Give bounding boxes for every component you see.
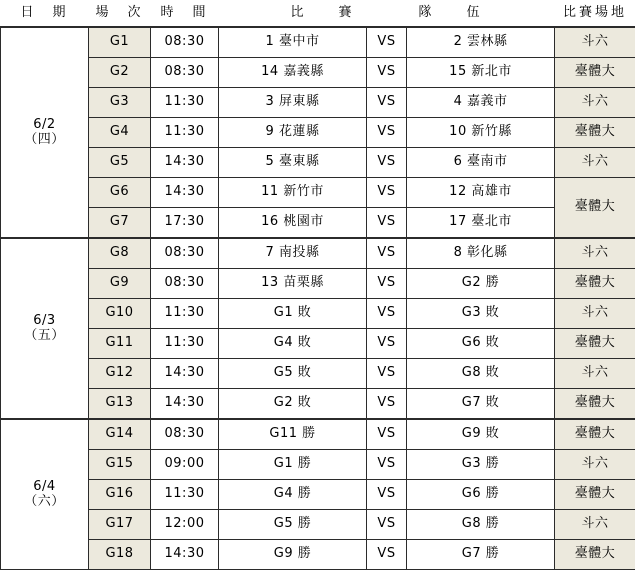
table-row xyxy=(1,58,635,88)
match-time-cell: 11:30 xyxy=(151,88,219,118)
venue-cell: 臺體大 xyxy=(555,419,635,450)
away-team-cell: 4 嘉義市 xyxy=(407,88,555,118)
versus-label: VS xyxy=(367,389,407,420)
home-team-cell: 9 花蓮縣 xyxy=(219,118,367,148)
match-time-cell: 11:30 xyxy=(151,480,219,510)
match-time-cell: 14:30 xyxy=(151,540,219,570)
table-row xyxy=(1,510,635,540)
date-weekday: （四） xyxy=(24,131,65,147)
game-number-cell: G2 xyxy=(89,58,151,88)
table-body xyxy=(1,27,635,570)
date-day: 6/3 xyxy=(33,313,56,329)
away-team-cell: G7 勝 xyxy=(407,540,555,570)
match-time-cell: 08:30 xyxy=(151,419,219,450)
date-cell xyxy=(1,419,89,570)
match-time-cell: 08:30 xyxy=(151,269,219,299)
game-number-cell: G10 xyxy=(89,299,151,329)
venue-cell: 斗六 xyxy=(555,359,635,389)
game-number-cell: G5 xyxy=(89,148,151,178)
match-time-cell: 14:30 xyxy=(151,148,219,178)
header-teams: 比 賽 隊 伍 xyxy=(219,0,555,27)
home-team-cell: 5 臺東縣 xyxy=(219,148,367,178)
away-team-cell: G3 敗 xyxy=(407,299,555,329)
away-team-cell: G3 勝 xyxy=(407,450,555,480)
date-day: 6/4 xyxy=(33,479,56,495)
home-team-cell: G5 敗 xyxy=(219,359,367,389)
game-number-cell: G8 xyxy=(89,238,151,269)
game-number-cell: G4 xyxy=(89,118,151,148)
table-row xyxy=(1,269,635,299)
table-row xyxy=(1,329,635,359)
venue-cell: 斗六 xyxy=(555,450,635,480)
header-venue: 比賽場地 xyxy=(555,0,635,27)
game-number-cell: G7 xyxy=(89,208,151,239)
versus-label: VS xyxy=(367,148,407,178)
match-time-cell: 14:30 xyxy=(151,389,219,420)
table-row xyxy=(1,359,635,389)
match-time-cell: 09:00 xyxy=(151,450,219,480)
table-row xyxy=(1,238,635,269)
away-team-cell: 6 臺南市 xyxy=(407,148,555,178)
match-time-cell: 11:30 xyxy=(151,299,219,329)
home-team-cell: G1 敗 xyxy=(219,299,367,329)
away-team-cell: G8 勝 xyxy=(407,510,555,540)
header-row xyxy=(1,0,635,27)
header-date: 日 期 xyxy=(1,0,89,27)
away-team-cell: 15 新北市 xyxy=(407,58,555,88)
venue-cell: 臺體大 xyxy=(555,269,635,299)
home-team-cell: 14 嘉義縣 xyxy=(219,58,367,88)
date-weekday: （五） xyxy=(24,327,65,343)
table-row xyxy=(1,299,635,329)
versus-label: VS xyxy=(367,27,407,58)
venue-cell: 斗六 xyxy=(555,88,635,118)
venue-cell: 斗六 xyxy=(555,27,635,58)
header-game: 場 次 xyxy=(89,0,151,27)
table-row xyxy=(1,419,635,450)
date-day: 6/2 xyxy=(33,117,56,133)
away-team-cell: G2 勝 xyxy=(407,269,555,299)
match-time-cell: 14:30 xyxy=(151,359,219,389)
versus-label: VS xyxy=(367,540,407,570)
versus-label: VS xyxy=(367,299,407,329)
venue-cell: 臺體大 xyxy=(555,329,635,359)
versus-label: VS xyxy=(367,88,407,118)
home-team-cell: G5 勝 xyxy=(219,510,367,540)
home-team-cell: G4 敗 xyxy=(219,329,367,359)
table-header xyxy=(1,0,635,27)
game-number-cell: G11 xyxy=(89,329,151,359)
match-time-cell: 17:30 xyxy=(151,208,219,239)
away-team-cell: G8 敗 xyxy=(407,359,555,389)
match-time-cell: 08:30 xyxy=(151,27,219,58)
away-team-cell: G6 勝 xyxy=(407,480,555,510)
match-time-cell: 08:30 xyxy=(151,58,219,88)
game-number-cell: G12 xyxy=(89,359,151,389)
table-row xyxy=(1,88,635,118)
away-team-cell: 10 新竹縣 xyxy=(407,118,555,148)
versus-label: VS xyxy=(367,480,407,510)
away-team-cell: 8 彰化縣 xyxy=(407,238,555,269)
versus-label: VS xyxy=(367,58,407,88)
away-team-cell: 17 臺北市 xyxy=(407,208,555,239)
away-team-cell: 2 雲林縣 xyxy=(407,27,555,58)
versus-label: VS xyxy=(367,208,407,239)
game-number-cell: G17 xyxy=(89,510,151,540)
venue-cell: 臺體大 xyxy=(555,540,635,570)
home-team-cell: G11 勝 xyxy=(219,419,367,450)
versus-label: VS xyxy=(367,510,407,540)
table-row xyxy=(1,450,635,480)
table-row xyxy=(1,118,635,148)
versus-label: VS xyxy=(367,450,407,480)
game-number-cell: G18 xyxy=(89,540,151,570)
game-number-cell: G6 xyxy=(89,178,151,208)
table-row xyxy=(1,480,635,510)
versus-label: VS xyxy=(367,359,407,389)
venue-cell: 斗六 xyxy=(555,510,635,540)
away-team-cell: 12 高雄市 xyxy=(407,178,555,208)
home-team-cell: 3 屏東縣 xyxy=(219,88,367,118)
home-team-cell: 13 苗栗縣 xyxy=(219,269,367,299)
venue-cell: 臺體大 xyxy=(555,389,635,420)
date-weekday: （六） xyxy=(24,493,65,509)
match-time-cell: 12:00 xyxy=(151,510,219,540)
date-cell xyxy=(1,27,89,238)
home-team-cell: G4 勝 xyxy=(219,480,367,510)
table-row xyxy=(1,540,635,570)
table-row xyxy=(1,389,635,420)
venue-cell: 臺體大 xyxy=(555,118,635,148)
versus-label: VS xyxy=(367,329,407,359)
match-time-cell: 11:30 xyxy=(151,329,219,359)
versus-label: VS xyxy=(367,269,407,299)
away-team-cell: G6 敗 xyxy=(407,329,555,359)
home-team-cell: 1 臺中市 xyxy=(219,27,367,58)
venue-cell: 斗六 xyxy=(555,238,635,269)
home-team-cell: 11 新竹市 xyxy=(219,178,367,208)
home-team-cell: G9 勝 xyxy=(219,540,367,570)
venue-cell: 斗六 xyxy=(555,299,635,329)
date-cell xyxy=(1,238,89,419)
table-row xyxy=(1,178,635,208)
away-team-cell: G9 敗 xyxy=(407,419,555,450)
home-team-cell: G1 勝 xyxy=(219,450,367,480)
game-number-cell: G16 xyxy=(89,480,151,510)
game-number-cell: G14 xyxy=(89,419,151,450)
game-number-cell: G1 xyxy=(89,27,151,58)
home-team-cell: 16 桃園市 xyxy=(219,208,367,239)
versus-label: VS xyxy=(367,238,407,269)
game-number-cell: G9 xyxy=(89,269,151,299)
away-team-cell: G7 敗 xyxy=(407,389,555,420)
venue-cell: 斗六 xyxy=(555,148,635,178)
game-number-cell: G15 xyxy=(89,450,151,480)
table-row xyxy=(1,148,635,178)
table-row xyxy=(1,208,635,239)
home-team-cell: 7 南投縣 xyxy=(219,238,367,269)
table-row xyxy=(1,27,635,58)
match-time-cell: 14:30 xyxy=(151,178,219,208)
versus-label: VS xyxy=(367,118,407,148)
match-time-cell: 08:30 xyxy=(151,238,219,269)
versus-label: VS xyxy=(367,178,407,208)
header-time: 時 間 xyxy=(151,0,219,27)
match-time-cell: 11:30 xyxy=(151,118,219,148)
game-number-cell: G3 xyxy=(89,88,151,118)
home-team-cell: G2 敗 xyxy=(219,389,367,420)
venue-cell: 臺體大 xyxy=(555,58,635,88)
venue-cell: 臺體大 xyxy=(555,178,635,239)
game-number-cell: G13 xyxy=(89,389,151,420)
venue-cell: 臺體大 xyxy=(555,480,635,510)
versus-label: VS xyxy=(367,419,407,450)
